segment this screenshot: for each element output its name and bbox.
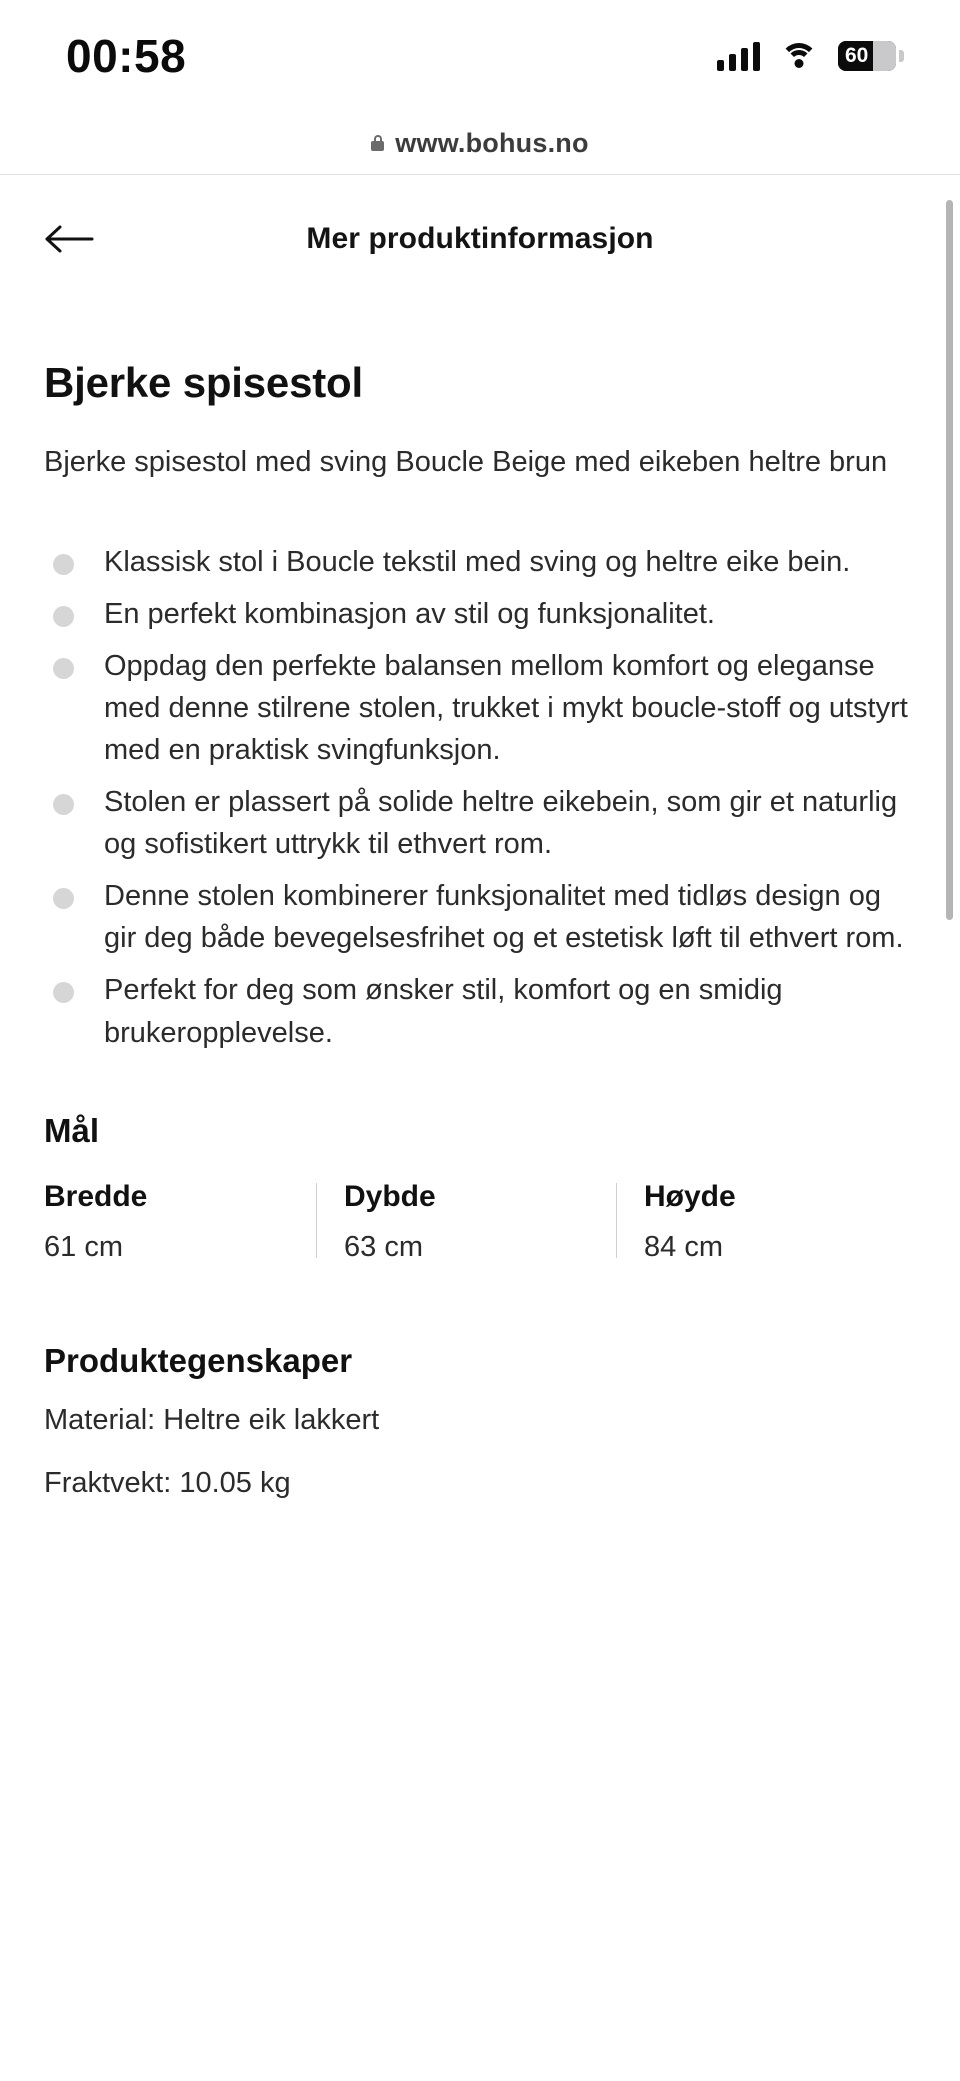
page-header bbox=[0, 197, 960, 281]
page-scrollbar[interactable] bbox=[946, 200, 953, 2081]
bullet-icon bbox=[53, 982, 74, 1003]
bullet-icon bbox=[53, 658, 74, 679]
bullet-icon bbox=[53, 888, 74, 909]
lock-icon bbox=[371, 135, 384, 151]
bullet-icon bbox=[53, 554, 74, 575]
dimensions-heading: Mål bbox=[44, 1111, 100, 1149]
feature-text: Oppdag den perfekte balansen mellom komfort og eleganse med denne stilrene stolen, trukket i mykt boucle-stoff og utstyrt med en praktisk svingfunksjon. bbox=[104, 650, 908, 767]
list-item bbox=[44, 593, 916, 635]
properties-heading: Produktegenskaper bbox=[44, 1341, 353, 1379]
property-line: Material: Heltre eik lakkert bbox=[44, 1403, 380, 1436]
property-line: Fraktvekt: 10.05 kg bbox=[44, 1466, 291, 1499]
feature-text: Stolen er plassert på solide heltre eikebein, som gir et naturlig og sofistikert uttrykk til ethvert rom. bbox=[104, 786, 898, 861]
list-item bbox=[44, 541, 916, 583]
product-info-content bbox=[0, 281, 960, 2081]
product-feature-list bbox=[44, 541, 916, 1054]
dimensions-table bbox=[44, 1180, 916, 1264]
list-item bbox=[44, 969, 916, 1053]
bullet-icon bbox=[53, 606, 74, 627]
dimension-column-width bbox=[44, 1180, 316, 1264]
dimension-label: Høyde bbox=[644, 1179, 736, 1213]
cellular-signal-icon bbox=[717, 41, 760, 71]
dimension-label: Bredde bbox=[44, 1179, 148, 1213]
url-text: www.bohus.no bbox=[395, 127, 589, 158]
list-item bbox=[44, 781, 916, 865]
status-bar bbox=[0, 0, 960, 112]
list-item bbox=[44, 645, 916, 771]
dimension-value: 61 cm bbox=[44, 1230, 123, 1263]
product-properties bbox=[44, 1342, 916, 1506]
product-title: Bjerke spisestol bbox=[44, 359, 363, 406]
dimension-column-height bbox=[616, 1180, 916, 1264]
status-icons bbox=[717, 41, 904, 71]
page-title: Mer produktinformasjon bbox=[306, 222, 654, 255]
bullet-icon bbox=[53, 794, 74, 815]
feature-text: Denne stolen kombinerer funksjonalitet med tidløs design og gir deg både bevegelsesfrihet og et estetisk løft til ethvert rom. bbox=[104, 880, 904, 955]
feature-text: Perfekt for deg som ønsker stil, komfort og en smidig brukeropplevelse. bbox=[104, 974, 783, 1049]
feature-text: En perfekt kombinasjon av stil og funksjonalitet. bbox=[104, 598, 715, 631]
address-bar[interactable] bbox=[0, 112, 960, 175]
dimension-label: Dybde bbox=[344, 1179, 436, 1213]
status-time: 00:58 bbox=[66, 30, 187, 82]
battery-icon bbox=[838, 41, 904, 71]
dimension-column-depth bbox=[316, 1180, 616, 1264]
back-arrow-icon[interactable] bbox=[44, 219, 96, 259]
dimension-value: 63 cm bbox=[344, 1230, 423, 1263]
feature-text: Klassisk stol i Boucle tekstil med sving og heltre eike bein. bbox=[104, 546, 851, 579]
battery-level-label: 60 bbox=[845, 44, 869, 67]
list-item bbox=[44, 875, 916, 959]
wifi-icon bbox=[780, 41, 818, 71]
dimension-value: 84 cm bbox=[644, 1230, 723, 1263]
scrollbar-thumb[interactable] bbox=[946, 200, 953, 920]
product-subtitle: Bjerke spisestol med sving Boucle Beige med eikeben heltre brun bbox=[44, 446, 888, 478]
